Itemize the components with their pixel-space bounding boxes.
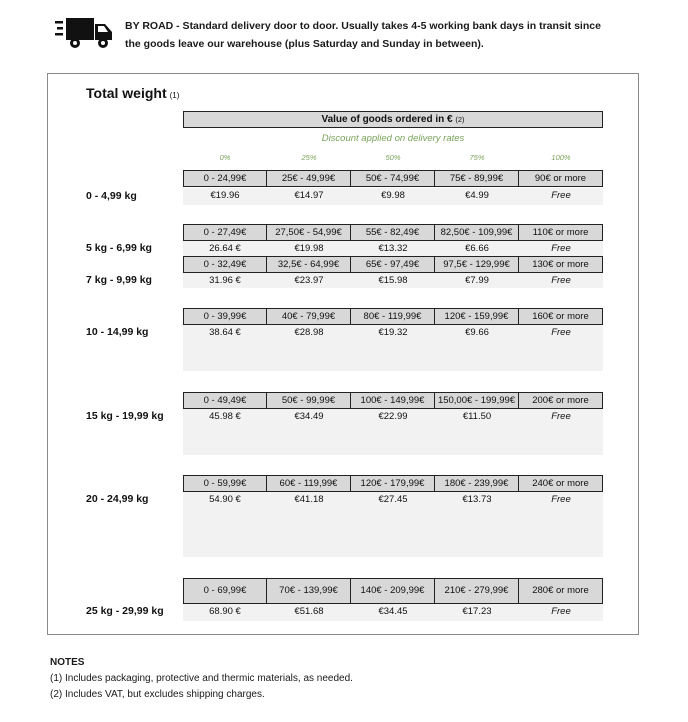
title-text: Total weight: [86, 85, 167, 101]
range-cell: 0 - 39,99€: [183, 308, 267, 325]
total-weight-title: [86, 85, 179, 101]
weight-label: 15 kg - 19,99 kg: [86, 410, 164, 422]
price-cell: €13.73: [462, 494, 492, 505]
range-cell: 210€ - 279,99€: [435, 578, 519, 604]
range-cell: 32,5€ - 64,99€: [267, 256, 351, 273]
discount-75: 75%: [469, 153, 485, 162]
price-cell: €7.99: [465, 275, 489, 286]
price-row: [183, 241, 603, 256]
range-cell: 100€ - 149,99€: [351, 392, 435, 409]
discount-label: Discount applied on delivery rates: [321, 133, 465, 144]
range-cell: 82,50€ - 109,99€: [435, 224, 519, 241]
price-cell: €34.45: [378, 606, 408, 617]
price-cell: €23.97: [294, 275, 324, 286]
note-item: (2) Includes VAT, but excludes shipping charges.: [50, 689, 265, 700]
title-note: (1): [169, 91, 180, 100]
range-row: [183, 578, 603, 604]
range-cell: 60€ - 119,99€: [267, 475, 351, 492]
price-cell: €9.98: [381, 190, 405, 201]
range-row: [183, 308, 603, 325]
range-cell: 50€ - 74,99€: [351, 170, 435, 187]
range-cell: 120€ - 179,99€: [351, 475, 435, 492]
price-cell: €27.45: [378, 494, 408, 505]
price-cell: €11.50: [462, 411, 492, 422]
price-cell: Free: [551, 190, 571, 201]
range-cell: 0 - 24,99€: [183, 170, 267, 187]
range-cell: 75€ - 89,99€: [435, 170, 519, 187]
price-row: [183, 188, 603, 205]
price-cell: €41.18: [294, 494, 324, 505]
range-cell: 40€ - 79,99€: [267, 308, 351, 325]
range-cell: 80€ - 119,99€: [351, 308, 435, 325]
discount-25: 25%: [301, 153, 317, 162]
range-row: [183, 170, 603, 187]
price-cell: Free: [551, 411, 571, 422]
price-cell: €9.66: [465, 327, 489, 338]
range-cell: 240€ or more: [519, 475, 603, 492]
range-cell: 0 - 27,49€: [183, 224, 267, 241]
price-cell: €19.96: [210, 190, 240, 201]
price-cell: 31.96 €: [209, 275, 241, 286]
price-cell: Free: [551, 275, 571, 286]
weight-label: 25 kg - 29,99 kg: [86, 605, 164, 617]
range-row: [183, 475, 603, 492]
range-row: [183, 256, 603, 273]
price-cell: €6.66: [465, 243, 489, 254]
price-cell: 45.98 €: [209, 411, 241, 422]
range-cell: 160€ or more: [519, 308, 603, 325]
range-cell: 0 - 59,99€: [183, 475, 267, 492]
range-cell: 0 - 32,49€: [183, 256, 267, 273]
value-header-text: Value of goods ordered in €: [321, 114, 453, 125]
range-row: [183, 224, 603, 241]
weight-label: 5 kg - 6,99 kg: [86, 242, 152, 254]
price-cell: 38.64 €: [209, 327, 241, 338]
discount-0: 0%: [219, 153, 231, 162]
range-cell: 97,5€ - 129,99€: [435, 256, 519, 273]
price-cell: Free: [551, 606, 571, 617]
range-cell: 120€ - 159,99€: [435, 308, 519, 325]
truck-icon: [55, 15, 115, 51]
price-cell: €28.98: [294, 327, 324, 338]
range-cell: 180€ - 239,99€: [435, 475, 519, 492]
price-cell: €14.97: [294, 190, 324, 201]
price-cell: Free: [551, 494, 571, 505]
price-cell: Free: [551, 243, 571, 254]
delivery-description: [125, 17, 645, 53]
price-cell: €34.49: [294, 411, 324, 422]
note-item: (1) Includes packaging, protective and thermic materials, as needed.: [50, 673, 353, 684]
price-cell: €22.99: [378, 411, 408, 422]
price-cell: €19.32: [378, 327, 408, 338]
price-cell: 54.90 €: [209, 494, 241, 505]
price-cell: 26.64 €: [209, 243, 241, 254]
range-cell: 130€ or more: [519, 256, 603, 273]
notes-title: NOTES: [50, 657, 85, 668]
delivery-description-line1: BY ROAD - Standard delivery door to door. Usually takes 4-5 working bank days in transit since: [125, 20, 601, 32]
range-cell: 50€ - 99,99€: [267, 392, 351, 409]
price-row: [183, 325, 603, 371]
price-cell: 68.90 €: [209, 606, 241, 617]
price-row: [183, 604, 603, 621]
delivery-description-line2: the goods leave our warehouse (plus Saturday and Sunday in between).: [125, 38, 484, 50]
weight-label: 10 - 14,99 kg: [86, 326, 149, 338]
price-cell: €15.98: [378, 275, 408, 286]
range-cell: 280€ or more: [519, 578, 603, 604]
price-row: [183, 273, 603, 288]
range-cell: 90€ or more: [519, 170, 603, 187]
range-cell: 150,00€ - 199,99€: [435, 392, 519, 409]
price-row: [183, 492, 603, 557]
range-cell: 140€ - 209,99€: [351, 578, 435, 604]
price-cell: €17.23: [462, 606, 492, 617]
notes-section: [50, 655, 353, 703]
price-cell: €51.68: [294, 606, 324, 617]
range-row: [183, 392, 603, 409]
range-cell: 27,50€ - 54,99€: [267, 224, 351, 241]
range-cell: 200€ or more: [519, 392, 603, 409]
weight-label: 0 - 4,99 kg: [86, 190, 137, 202]
range-cell: 65€ - 97,49€: [351, 256, 435, 273]
weight-label: 7 kg - 9,99 kg: [86, 274, 152, 286]
value-of-goods-header: [183, 111, 603, 128]
range-cell: 70€ - 139,99€: [267, 578, 351, 604]
weight-label: 20 - 24,99 kg: [86, 493, 149, 505]
discount-50: 50%: [385, 153, 401, 162]
range-cell: 0 - 49,49€: [183, 392, 267, 409]
range-cell: 55€ - 82,49€: [351, 224, 435, 241]
price-cell: €4.99: [465, 190, 489, 201]
range-cell: 110€ or more: [519, 224, 603, 241]
value-header-note: (2): [455, 115, 465, 124]
range-cell: 25€ - 49,99€: [267, 170, 351, 187]
price-row: [183, 409, 603, 455]
price-cell: Free: [551, 327, 571, 338]
discount-100: 100%: [551, 153, 571, 162]
price-cell: €13.32: [378, 243, 408, 254]
price-cell: €19.98: [294, 243, 324, 254]
range-cell: 0 - 69,99€: [183, 578, 267, 604]
